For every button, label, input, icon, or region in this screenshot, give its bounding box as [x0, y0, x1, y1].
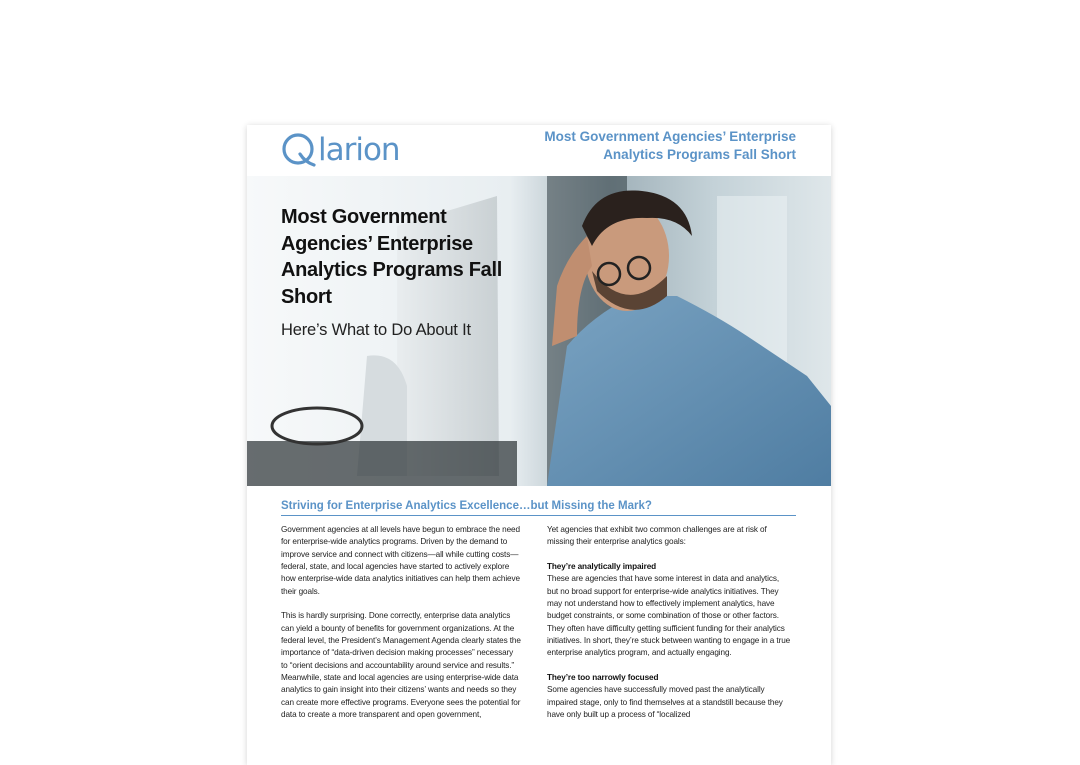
document-header [247, 125, 831, 176]
subheading-analytically-impaired: They’re analytically impaired [547, 562, 657, 572]
section-heading: Striving for Enterprise Analytics Excellence…but Missing the Mark? [281, 500, 796, 516]
header-title: Most Government Agencies’ Enterprise Analytics Programs Fall Short [544, 129, 796, 162]
right-paragraph-1: These are agencies that have some interest in data and analytics, but no broad support for enterprise-wide analytics initiatives. They may not understand how to effectively implement analytics, have budget constraints, or some combination of those or other factors. They often have difficulty getting sufficient funding for their analytics initiatives. In short, they’re stuck between wanting to engage in a true enterprise analytics program, and actually engaging. [547, 574, 791, 658]
qlarion-logo [281, 130, 400, 170]
document-page [247, 125, 831, 765]
left-paragraph-1: Government agencies at all levels have begun to embrace the need for enterprise-wide analytics programs. Driven by the demand to improve service and connect with citizens—all while cutting costs—federal, state, and local agencies have started to actively explore how enterprise-wide data analytics initiatives can help them achieve their goals. [281, 525, 520, 596]
logo-q-icon [281, 132, 317, 168]
logo-text: larion [318, 132, 400, 168]
left-paragraph-2: This is hardly surprising. Done correctly, enterprise data analytics can yield a bounty of benefits for government organizations. At the federal level, the President’s Management Agenda clearly states the importance of “data-driven decision making processes” necessary to “orient decisions and accountability around service and results.” Meanwhile, state and local agencies are using enterprise-wide data analytics to gain insight into their citizens’ wants and needs so they can create more effective programs. Everyone sees the potential for data to create a more transparent and open government, [281, 611, 521, 720]
right-paragraph-2: Some agencies have successfully moved past the analytically impaired stage, only to find themselves at a standstill because they have only built up a process of “localized [547, 685, 783, 720]
hero-banner [247, 176, 831, 486]
right-column [547, 524, 792, 734]
hero-title: Most Government Agencies’ Enterprise Analytics Programs Fall Short [281, 206, 502, 308]
subheading-narrowly-focused: They’re too narrowly focused [547, 673, 659, 683]
hero-subtitle: Here’s What to Do About It [281, 321, 471, 339]
left-column [281, 524, 521, 734]
right-intro: Yet agencies that exhibit two common challenges are at risk of missing their enterprise analytics goals: [547, 525, 767, 547]
